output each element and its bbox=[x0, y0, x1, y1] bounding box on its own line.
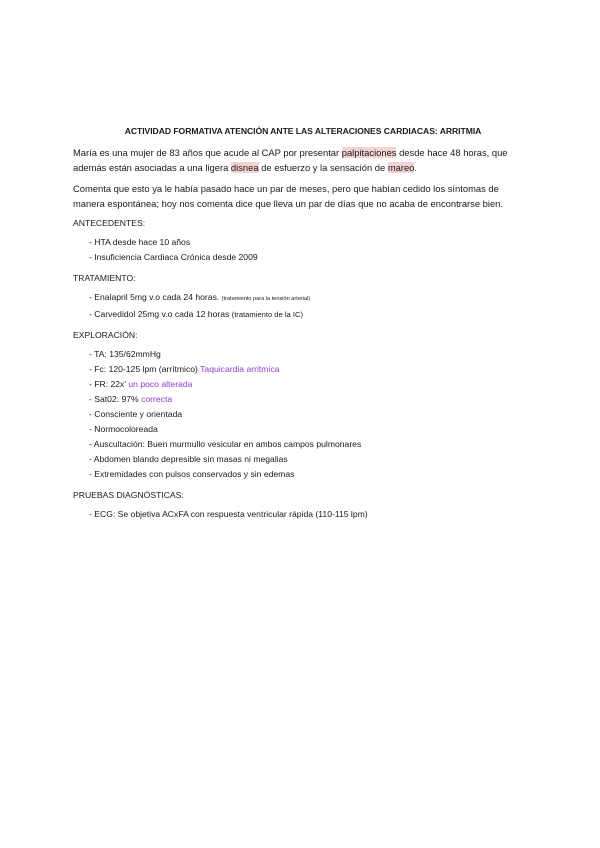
antecedentes-list bbox=[73, 235, 533, 265]
pruebas-list bbox=[73, 507, 533, 522]
document-title: ACTIVIDAD FORMATIVA ATENCIÓN ANTE LAS ALTERACIONES CARDIACAS: ARRITMIA bbox=[124, 126, 482, 136]
highlight-mareo: mareo bbox=[387, 162, 415, 173]
exam-text: - Abdomen blando depresible sin masas ni megalias bbox=[89, 454, 288, 464]
exam-annotation: Taquicardia arritmica bbox=[200, 364, 280, 374]
treatment-text: - Enalapril 5mg v.o cada 24 horas. bbox=[89, 292, 222, 302]
intro-paragraph bbox=[73, 145, 533, 175]
treatment-note: (tratamiento para la tensión arterial) bbox=[221, 296, 311, 302]
list-item bbox=[89, 290, 533, 307]
exam-text: - Extremidades con pulsos conservados y sin edemas bbox=[89, 469, 295, 479]
intro-text-1: María es una mujer de 83 años que acude al CAP por presentar bbox=[73, 147, 342, 158]
list-item bbox=[89, 467, 533, 482]
treatment-text: - Carvedidol 25mg v.o cada 12 horas bbox=[89, 309, 232, 319]
exam-text: - Sat02: 97% bbox=[89, 394, 142, 404]
exam-text: - Fc: 120-125 lpm (arrítmico) bbox=[89, 364, 201, 374]
exam-text: - Normocoloreada bbox=[89, 424, 158, 434]
highlight-palpitaciones: palpitaciones bbox=[341, 147, 397, 158]
tratamiento-list bbox=[73, 290, 533, 322]
list-item bbox=[89, 437, 533, 452]
exploracion-list bbox=[73, 347, 533, 482]
intro-text-2: desde hace 48 horas, que además están asociadas a una ligera bbox=[73, 147, 508, 173]
exam-text: - Consciente y orientada bbox=[89, 409, 183, 419]
exam-annotation: un poco alterada bbox=[128, 379, 193, 389]
exam-text: - FR: 22x' bbox=[89, 379, 129, 389]
list-item bbox=[89, 452, 533, 467]
list-item bbox=[89, 347, 533, 362]
pruebas-heading: PRUEBAS DIAGNÓSTICAS: bbox=[73, 490, 184, 500]
list-item bbox=[89, 392, 533, 407]
highlight-disnea: disnea bbox=[230, 162, 259, 173]
antecedentes-heading: ANTECEDENTES: bbox=[73, 218, 146, 228]
exam-annotation: correcta bbox=[141, 394, 173, 404]
intro-text-4: . bbox=[414, 162, 417, 173]
list-item bbox=[89, 377, 533, 392]
exam-text: - Auscultación: Buen murmullo vesicular en ambos campos pulmonares bbox=[89, 439, 362, 449]
list-item: - ECG: Se objetiva ACxFA con respuesta ventricular rápida (110-115 lpm) bbox=[89, 509, 368, 519]
list-item bbox=[89, 407, 533, 422]
tratamiento-heading: TRATAMIENTO: bbox=[73, 273, 136, 283]
exploracion-heading: EXPLORACIÓN: bbox=[73, 330, 138, 340]
list-item bbox=[89, 422, 533, 437]
history-paragraph: Comenta que esto ya le había pasado hace un par de meses, pero que habían cedido los síntomas de manera espontánea; hoy nos comenta dice que lleva un par de días que no acaba de encontrarse bien. bbox=[73, 183, 503, 209]
list-item: - Insuficiencia Cardiaca Crónica desde 2009 bbox=[89, 252, 258, 262]
document-page bbox=[73, 126, 533, 530]
list-item: - HTA desde hace 10 años bbox=[89, 237, 191, 247]
treatment-note: (tratamiento de la IC) bbox=[231, 310, 303, 319]
list-item bbox=[89, 362, 533, 377]
intro-text-3: de esfuerzo y la sensación de bbox=[258, 162, 388, 173]
exam-text: - TA: 135/62mmHg bbox=[89, 349, 161, 359]
list-item bbox=[89, 307, 533, 322]
